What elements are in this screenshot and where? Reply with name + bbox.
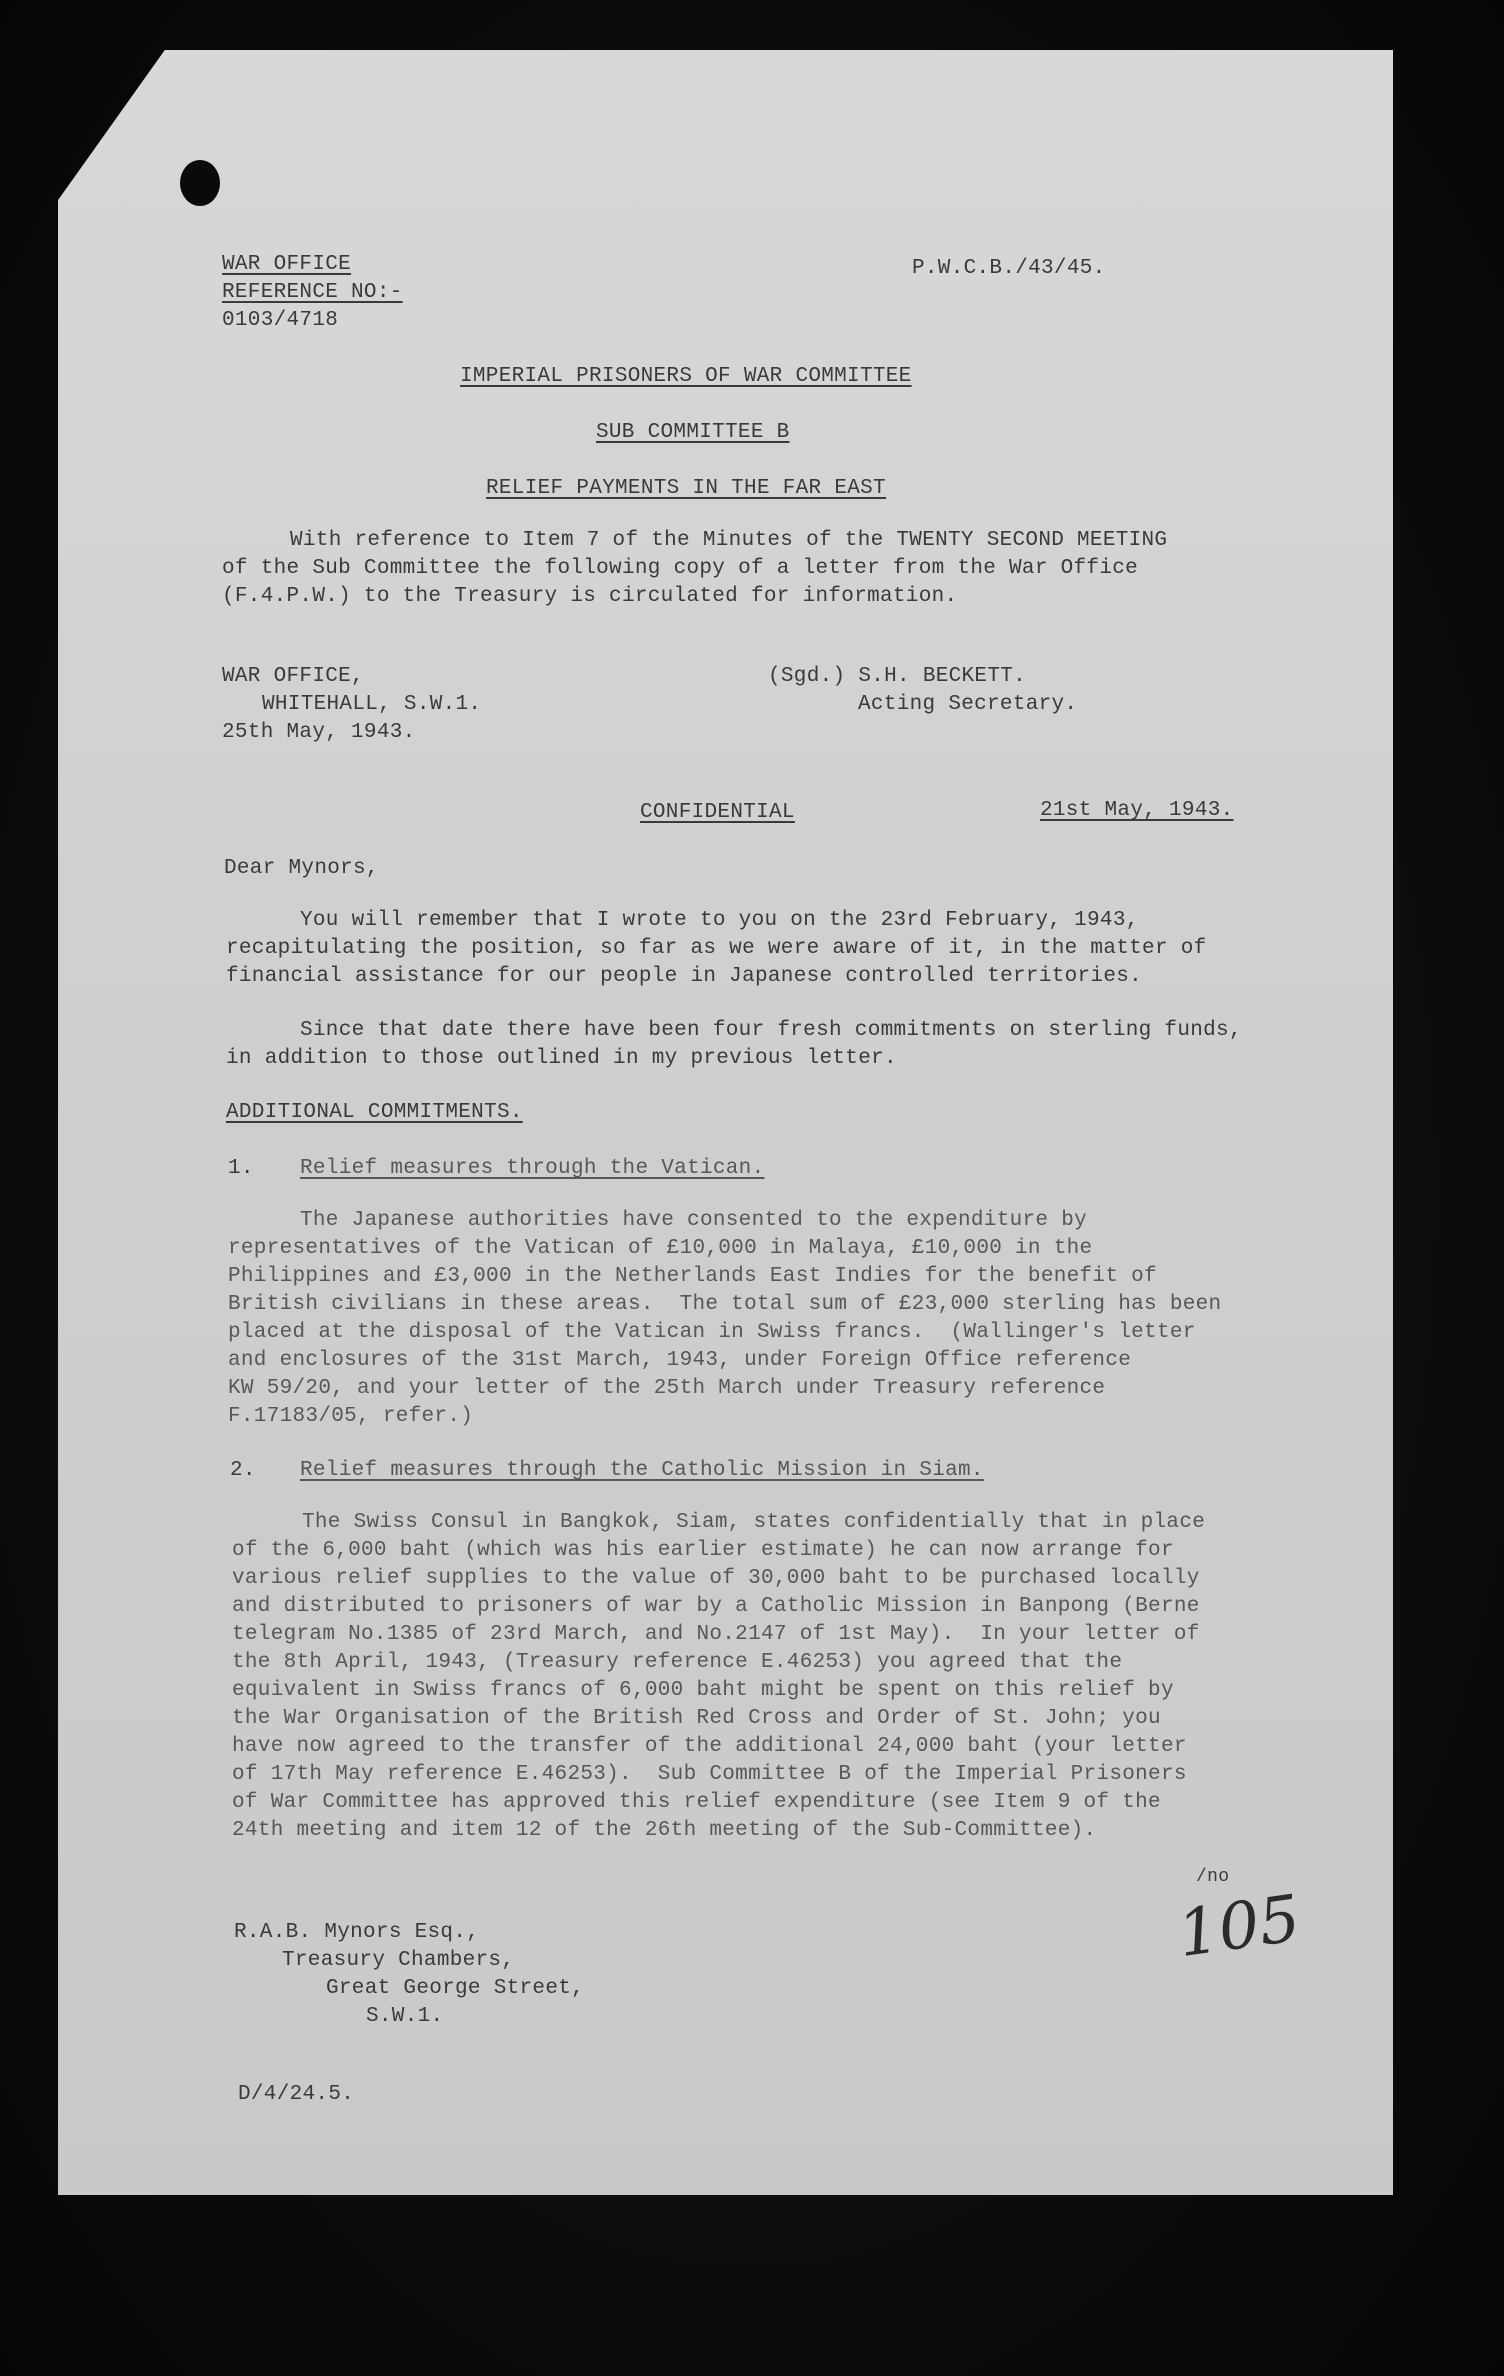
item-2-line-5: telegram No.1385 of 23rd March, and No.2147 of 1st May). In your letter of <box>232 1623 1200 1646</box>
sender-line-1: WAR OFFICE, <box>222 665 364 688</box>
intro-line-2: of the Sub Committee the following copy of a letter from the War Office <box>222 557 1139 580</box>
item-2-title: Relief measures through the Catholic Mission in Siam. <box>300 1459 984 1482</box>
committee-title: IMPERIAL PRISONERS OF WAR COMMITTEE <box>460 365 912 388</box>
addressee-line-4: S.W.1. <box>366 2005 444 2028</box>
sub-committee-title: SUB COMMITTEE B <box>596 421 790 444</box>
folio-number: 105 <box>1173 1881 1305 1973</box>
addressee-line-1: R.A.B. Mynors Esq., <box>234 1921 480 1944</box>
item-1-title: Relief measures through the Vatican. <box>300 1157 765 1180</box>
sender-date: 25th May, 1943. <box>222 721 416 744</box>
addressee-line-3: Great George Street, <box>326 1977 585 2000</box>
salutation: Dear Mynors, <box>224 857 379 880</box>
item-2-line-12: 24th meeting and item 12 of the 26th meeting of the Sub-Committee). <box>232 1819 1097 1842</box>
subject-title: RELIEF PAYMENTS IN THE FAR EAST <box>486 477 886 500</box>
classification: CONFIDENTIAL <box>640 801 795 824</box>
signature-name: (Sgd.) S.H. BECKETT. <box>768 665 1027 688</box>
item-2-line-8: the War Organisation of the British Red Cross and Order of St. John; you <box>232 1707 1161 1730</box>
item-1-line-2: representatives of the Vatican of £10,000 in Malaya, £10,000 in the <box>228 1237 1093 1260</box>
sender-line-2: WHITEHALL, S.W.1. <box>262 693 482 716</box>
signature-title: Acting Secretary. <box>858 693 1078 716</box>
item-2-line-4: and distributed to prisoners of war by a Catholic Mission in Banpong (Berne <box>232 1595 1200 1618</box>
item-1-line-4: British civilians in these areas. The total sum of £23,000 sterling has been <box>228 1293 1222 1316</box>
p1-line-2: recapitulating the position, so far as we were aware of it, in the matter of <box>226 937 1207 960</box>
item-2-line-7: equivalent in Swiss francs of 6,000 baht might be spent on this relief by <box>232 1679 1174 1702</box>
item-1-line-8: F.17183/05, refer.) <box>228 1405 474 1428</box>
addressee-line-2: Treasury Chambers, <box>282 1949 515 1972</box>
item-1-line-1: The Japanese authorities have consented to the expenditure by <box>300 1209 1088 1232</box>
item-2-line-1: The Swiss Consul in Bangkok, Siam, states confidentially that in place <box>302 1511 1206 1534</box>
intro-line-3: (F.4.P.W.) to the Treasury is circulated for information. <box>222 585 958 608</box>
item-1-line-7: KW 59/20, and your letter of the 25th March under Treasury reference <box>228 1377 1106 1400</box>
item-1-line-5: placed at the disposal of the Vatican in Swiss francs. (Wallinger's letter <box>228 1321 1196 1344</box>
item-1-line-3: Philippines and £3,000 in the Netherlands East Indies for the benefit of <box>228 1265 1157 1288</box>
document-number: P.W.C.B./43/45. <box>912 257 1106 280</box>
letter-date: 21st May, 1943. <box>1040 799 1234 822</box>
p1-line-3: financial assistance for our people in Japanese controlled territories. <box>226 965 1143 988</box>
p2-line-2: in addition to those outlined in my previous letter. <box>226 1047 897 1070</box>
footer-reference: D/4/24.5. <box>238 2083 355 2106</box>
item-1-line-6: and enclosures of the 31st March, 1943, under Foreign Office reference <box>228 1349 1132 1372</box>
item-2-line-10: of 17th May reference E.46253). Sub Committee B of the Imperial Prisoners <box>232 1763 1187 1786</box>
ref-label: REFERENCE NO:- <box>222 281 403 304</box>
ref-number: 0103/4718 <box>222 309 339 332</box>
item-2-line-2: of the 6,000 baht (which was his earlier estimate) he can now arrange for <box>232 1539 1174 1562</box>
section-heading: ADDITIONAL COMMITMENTS. <box>226 1101 523 1124</box>
item-2-line-6: the 8th April, 1943, (Treasury reference E.46253) you agreed that the <box>232 1651 1123 1674</box>
intro-line-1: With reference to Item 7 of the Minutes of the TWENTY SECOND MEETING <box>290 529 1168 552</box>
item-2-number: 2. <box>230 1459 256 1482</box>
pto-mark: /no <box>1196 1867 1230 1887</box>
item-2-line-3: various relief supplies to the value of 30,000 baht to be purchased locally <box>232 1567 1200 1590</box>
p2-line-1: Since that date there have been four fresh commitments on sterling funds, <box>300 1019 1242 1042</box>
item-1-number: 1. <box>228 1157 254 1180</box>
ref-war-office: WAR OFFICE <box>222 253 352 276</box>
punch-hole <box>180 160 220 206</box>
item-2-line-9: have now agreed to the transfer of the additional 24,000 baht (your letter <box>232 1735 1187 1758</box>
item-2-line-11: of War Committee has approved this relief expenditure (see Item 9 of the <box>232 1791 1161 1814</box>
p1-line-1: You will remember that I wrote to you on the 23rd February, 1943, <box>300 909 1139 932</box>
